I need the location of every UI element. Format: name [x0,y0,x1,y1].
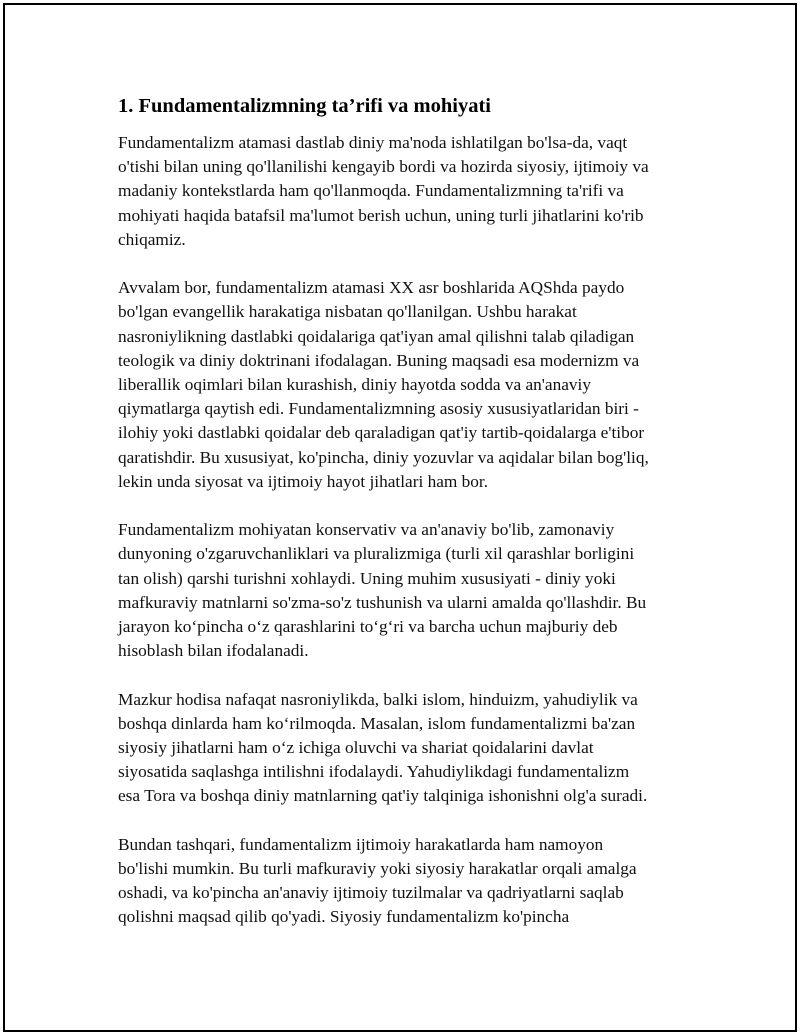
text-line: jarayon ko‘pincha o‘z qarashlarini to‘g‘ri va barcha uchun majburiy deb [118,617,618,637]
text-line: bo'lgan evangellik harakatiga nisbatan qo'llanilgan. Ushbu harakat [118,302,577,322]
text-line: bo'lishi mumkin. Bu turli mafkuraviy yoki siyosiy harakatlar orqali amalga [118,859,637,879]
paragraph [118,688,690,809]
section-heading: 1. Fundamentalizmning ta’rifi va mohiyati [118,95,491,117]
text-line: esa Tora va boshqa diniy matnlarning qat'iy talqiniga ishonishni olg'a suradi. [118,786,648,806]
text-line: siyosatida saqlashga intilishni ifodalaydi. Yahudiylikdagi fundamentalizm [118,762,630,782]
paragraph [118,518,690,663]
text-line: Fundamentalizm mohiyatan konservativ va an'anaviy bo'lib, zamonaviy [118,520,615,540]
text-line: qolishni maqsad qilib qo'yadi. Siyosiy fundamentalizm ko'pincha [118,907,570,927]
text-line: boshqa dinlarda ham ko‘rilmoqda. Masalan, islom fundamentalizmi ba'zan [118,713,636,733]
text-line: mafkuraviy matnlarni so'zma-so'z tushunish va ularni amalda qo'llashdir. Bu [118,592,647,612]
text-line: oshadi, va ko'pincha an'anaviy ijtimoiy tuzilmalar va qadriyatlarni saqlab [118,883,624,903]
text-line: Mazkur hodisa nafaqat nasroniylikda, balki islom, hinduizm, yahudiylik va [118,689,638,709]
text-line: mohiyati haqida batafsil ma'lumot berish uchun, uning turli jihatlarini ko'rib [118,205,644,225]
text-line: o'tishi bilan uning qo'llanilishi kengayib bordi va hozirda siyosiy, ijtimoiy va [118,157,649,177]
text-line: qiymatlarga qaytish edi. Fundamentalizmning asosiy xususiyatlaridan biri - [118,399,639,419]
text-line: chiqamiz. [118,229,186,249]
text-line: Avvalam bor, fundamentalizm atamasi XX asr boshlarida AQShda paydo [118,278,625,298]
text-line: ilohiy yoki dastlabki qoidalar deb qaraladigan qat'iy tartib-qoidalarga e'tibor [118,423,645,443]
text-line: siyosiy jihatlarni ham o‘z ichiga oluvchi va shariat qoidalarini davlat [118,738,594,758]
document-body [118,91,690,954]
text-line: qaratishdir. Bu xususiyat, ko'pincha, diniy yozuvlar va aqidalar bilan bog'liq, [118,447,649,467]
paragraph [118,131,690,252]
text-line: dunyoning o'zgaruvchanliklari va pluralizmiga (turli xil qarashlar borligini [118,544,635,564]
text-line: Bundan tashqari, fundamentalizm ijtimoiy harakatlarda ham namoyon [118,834,604,854]
text-line: nasroniylikning dastlabki qoidalariga qat'iyan amal qilishni talab qiladigan [118,326,635,346]
text-line: lekin unda siyosat va ijtimoiy hayot jihatlari ham bor. [118,471,489,491]
text-line: madaniy kontekstlarda ham qo'llanmoqda. Fundamentalizmning ta'rifi va [118,181,624,201]
paragraph [118,833,690,930]
paragraph-list [118,131,690,930]
text-line: tan olish) qarshi turishni xohlaydi. Uning muhim xususiyati - diniy yoki [118,568,616,588]
text-line: teologik va diniy doktrinani ifodalagan. Buning maqsadi esa modernizm va [118,350,640,370]
text-line: liberallik oqimlari bilan kurashish, diniy hayotda sodda va an'anaviy [118,375,591,395]
text-line: Fundamentalizm atamasi dastlab diniy ma'noda ishlatilgan bo'lsa-da, vaqt [118,133,628,152]
paragraph [118,276,690,494]
text-line: hisoblash bilan ifodalanadi. [118,641,309,661]
